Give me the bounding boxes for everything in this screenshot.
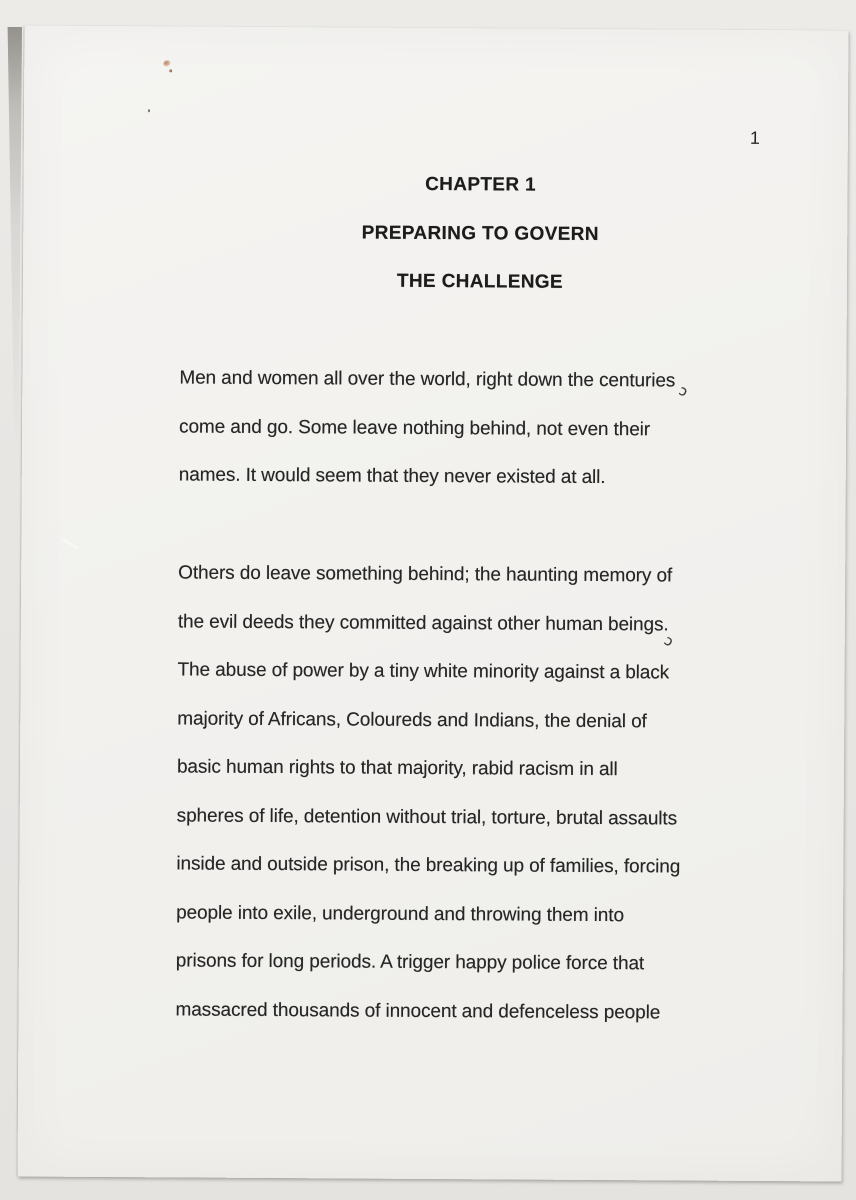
paragraph bbox=[179, 354, 795, 503]
text-line: inside and outside prison, the breaking up of families, forcing bbox=[176, 853, 681, 878]
stain-mark bbox=[163, 60, 170, 66]
text-line: majority of Africans, Coloureds and Indians, the denial of bbox=[177, 707, 647, 732]
handwritten-comma-annotation: ɔ bbox=[660, 632, 676, 650]
chapter-subtitle: PREPARING TO GOVERN bbox=[361, 222, 599, 245]
manuscript-page bbox=[17, 25, 848, 1181]
text-line: the evil deeds they committed against other human beings.ɔ bbox=[177, 610, 676, 650]
curled-corner-shadow bbox=[6, 27, 22, 477]
text-line: The abuse of power by a tiny white minority against a black bbox=[177, 659, 670, 684]
paper-crease bbox=[62, 538, 78, 549]
page-number: 1 bbox=[749, 127, 761, 148]
chapter-heading-block bbox=[180, 159, 781, 308]
body-text bbox=[175, 354, 794, 1038]
text-line: Others do leave something behind; the haunting memory of bbox=[178, 562, 673, 587]
stain-mark-small bbox=[169, 69, 172, 72]
section-title: THE CHALLENGE bbox=[396, 270, 564, 293]
dust-speck bbox=[148, 109, 150, 112]
handwritten-comma-annotation: ɔ bbox=[676, 382, 690, 401]
chapter-title: CHAPTER 1 bbox=[425, 173, 537, 196]
text-line: prisons for long periods. A trigger happy police force that bbox=[175, 950, 645, 975]
text-line: Men and women all over the world, right down the centuriesɔ bbox=[179, 367, 690, 401]
text-line: spheres of life, detention without trial, torture, brutal assaults bbox=[176, 804, 678, 829]
text-line: names. It would seem that they never existed at all. bbox=[178, 464, 606, 489]
text-line: massacred thousands of innocent and defenceless people bbox=[175, 998, 661, 1023]
text-line: come and go. Some leave nothing behind, not even their bbox=[179, 415, 651, 440]
paragraph bbox=[175, 549, 793, 1038]
text-line: basic human rights to that majority, rabid racism in all bbox=[176, 756, 618, 781]
text-line: people into exile, underground and throwing them into bbox=[176, 901, 625, 926]
